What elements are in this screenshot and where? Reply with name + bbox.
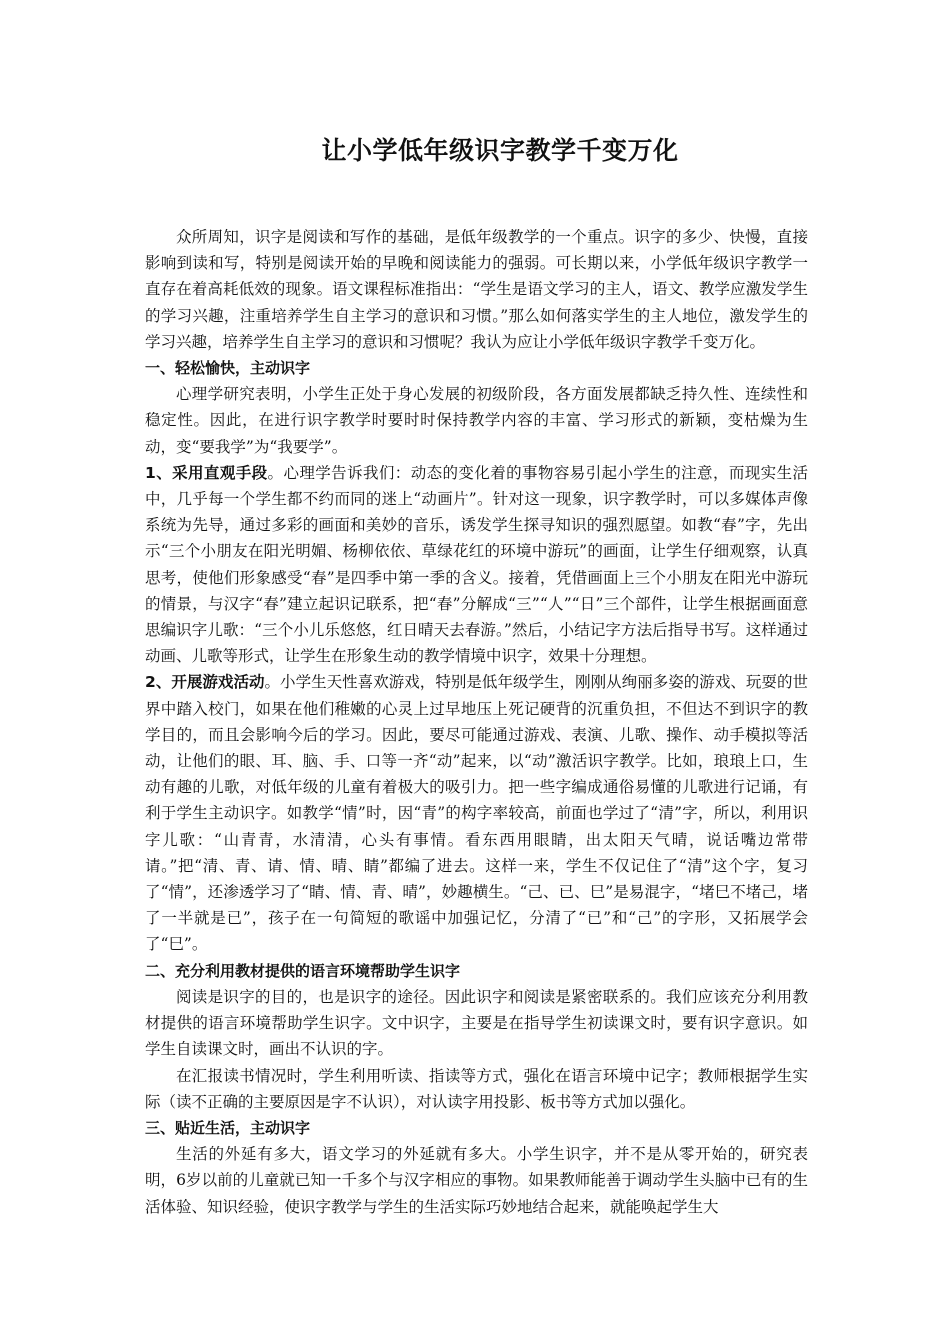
section-heading-1: 一、轻松愉快，主动识字 <box>145 359 311 378</box>
section1-paragraph: 心理学研究表明，小学生正处于身心发展的初级阶段，各方面发展都缺乏持久性、连续性和稳定性。因此，在进行识字教学时要时时保持教学内容的丰富、学习形式的新颖，变枯燥为生动，变“要我学”为“我要学”。 <box>145 385 808 456</box>
item1-text: 。心理学告诉我们：动态的变化着的事物容易引起小学生的注意，而现实生活中，几乎每一个学生都不约而同的迷上“动画片”。针对这一现象，识字教学时，可以多媒体声像系统为先导，通过多彩的画面和美妙的音乐，诱发学生探寻知识的强烈愿望。如教“春”字，先出示“三个小朋友在阳光明媚、杨柳依依、草绿花红的环境中游玩”的画面，让学生仔细观察，认真思考，使他们形象感受“春”是四季中第一季的含义。接着，凭借画面上三个小朋友在阳光中游玩的情景，与汉字“春”建立起识记联系，把“春”分解成“三”“人”“日”三个部件，让学生根据画面意思编识字儿歌：“三个小儿乐悠悠，红日晴天去春游。”然后，小结记字方法后指导书写。这样通过动画、儿歌等形式，让学生在形象生动的教学情境中识字，效果十分理想。 <box>145 463 808 666</box>
section-heading-2: 二、充分利用教材提供的语言环境帮助学生识字 <box>145 961 461 980</box>
section1-item-1 <box>145 460 808 670</box>
section3-paragraph: 生活的外延有多大，语文学习的外延就有多大。小学生识字，并不是从零开始的，研究表明，6岁以前的儿童就已知一千多个与汉字相应的事物。如果教师能善于调动学生头脑中已有的生活体验、知识经验，使识字教学与学生的生活实际巧妙地结合起来，就能唤起学生大 <box>145 1145 808 1216</box>
item1-lead: 1、采用直观手段 <box>145 463 268 482</box>
section2-paragraph-1: 阅读是识字的目的，也是识字的途径。因此识字和阅读是紧密联系的。我们应该充分利用教材提供的语言环境帮助学生识字。文中识字，主要是在指导学生初读课文时，要有识字意识。如学生自读课文时，画出不认识的字。 <box>145 987 808 1059</box>
document-body <box>145 224 808 1220</box>
item2-lead: 2、开展游戏活动 <box>145 673 265 692</box>
section-heading-3: 三、贴近生活，主动识字 <box>145 1118 311 1137</box>
section2-paragraph-2: 在汇报读书情况时，学生利用听读、指读等方式，强化在语言环境中记字；教师根据学生实际（读不正确的主要原因是字不认识），对认读字用投影、板书等方式加以强化。 <box>145 1066 808 1111</box>
intro-paragraph: 众所周知，识字是阅读和写作的基础，是低年级教学的一个重点。识字的多少、快慢，直接影响到读和写，特别是阅读开始的早晚和阅读能力的强弱。可长期以来，小学低年级识字教学一直存在着高耗低效的现象。语文课程标准指出：“学生是语文学习的主人，语文、教学应激发学生的学习兴趣，注重培养学生自主学习的意识和习惯。”那么如何落实学生的主人地位，激发学生的学习兴趣，培养学生自主学习的意识和习惯呢？我认为应让小学低年级识字教学千变万化。 <box>145 228 808 351</box>
section1-item-2 <box>145 669 808 957</box>
item2-text: 。小学生天性喜欢游戏，特别是低年级学生，刚刚从绚丽多姿的游戏、玩耍的世界中踏入校门，如果在他们稚嫩的心灵上过早地压上死记硬背的沉重负担，不但达不到识字的教学目的，而且会影响今后的学习。因此，要尽可能通过游戏、表演、儿歌、操作、动手模拟等活动，让他们的眼、耳、脑、手、口等一齐“动”起来，以“动”激活识字教学。比如，琅琅上口，生动有趣的儿歌，对低年级的儿童有着极大的吸引力。把一些字编成通俗易懂的儿歌进行记诵，有利于学生主动识字。如教学“情”时，因“青”的构字率较高，前面也学过了“清”字，所以，利用识字儿歌：“山青青，水清清，心头有事情。看东西用眼睛，出太阳天气晴，说话嘴边常带请。”把“清、青、请、情、晴、睛”都编了进去。这样一来，学生不仅记住了“清”这个字，复习了“情”，还渗透学习了“睛、情、青、晴”，妙趣横生。“己、已、巳”是易混字，“堵巳不堵己，堵了一半就是已”，孩子在一句简短的歌谣中加强记忆，分清了“已”和“己”的字形，又拓展学会了“巳”。 <box>145 673 808 954</box>
document-title: 让小学低年级识字教学千变万化 <box>321 136 679 165</box>
